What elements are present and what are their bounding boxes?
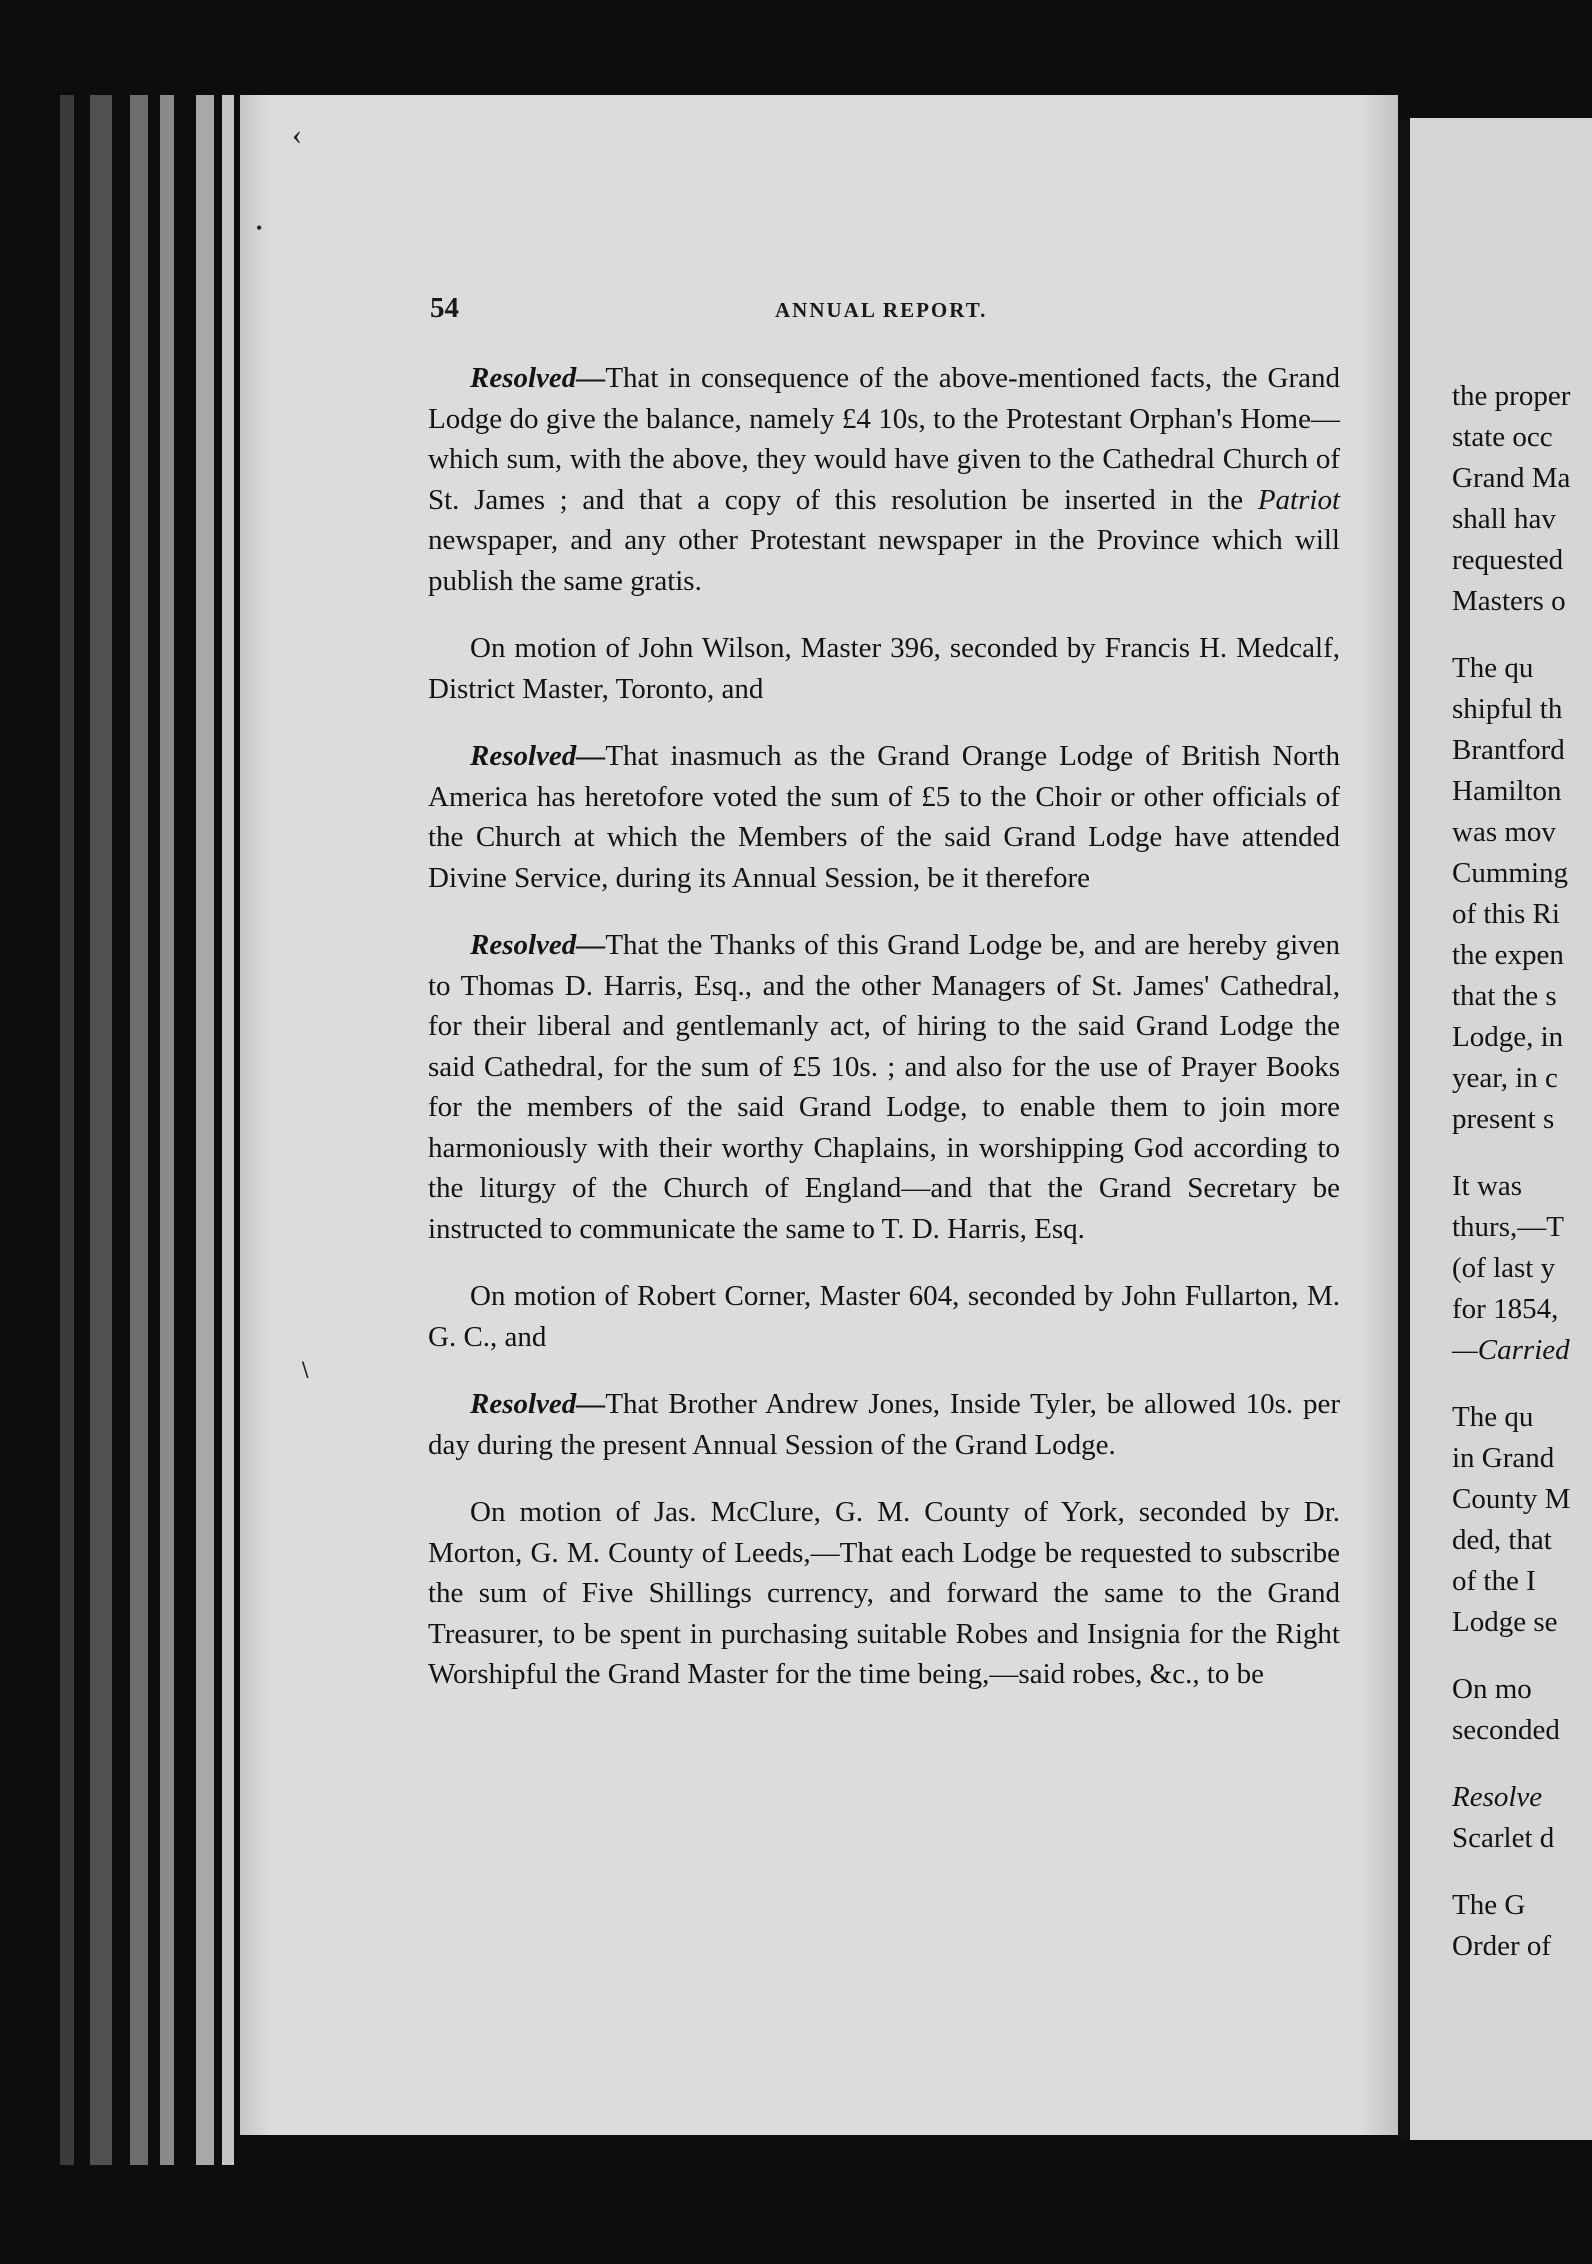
right-paragraph-fragment	[1452, 1397, 1592, 1643]
right-line: Brantford	[1452, 734, 1565, 766]
right-paragraph-fragment	[1452, 1777, 1592, 1859]
right-line: Cumming	[1452, 857, 1569, 889]
stray-mark: ‹	[292, 118, 302, 151]
right-line: shipful th	[1452, 693, 1563, 725]
right-line: the expen	[1452, 939, 1564, 971]
running-title: ANNUAL REPORT.	[775, 298, 988, 322]
book-edge	[160, 95, 174, 2165]
paragraph-text: On motion of Robert Corner, Master 604, seconded by John Fullarton, M. G. C., and	[428, 1280, 1340, 1353]
paragraph-label: Resolved—	[470, 740, 606, 772]
paragraph	[428, 628, 1340, 709]
right-line: thurs,—T	[1452, 1211, 1564, 1243]
right-paragraph-fragment	[1452, 376, 1592, 622]
right-paragraph-fragment	[1452, 1885, 1592, 1967]
right-page-text	[1452, 376, 1592, 1993]
right-line: of this Ri	[1452, 898, 1560, 930]
right-paragraph-fragment	[1452, 1669, 1592, 1751]
right-line: Lodge, in	[1452, 1021, 1564, 1053]
right-paragraph-fragment	[1452, 1166, 1592, 1371]
paragraph	[428, 1384, 1340, 1465]
right-line: The qu	[1452, 652, 1534, 684]
paragraph	[428, 736, 1340, 898]
book-edge	[130, 95, 148, 2165]
right-line: state occ	[1452, 421, 1553, 453]
right-line: year, in c	[1452, 1062, 1558, 1094]
right-paragraph-fragment	[1452, 648, 1592, 1140]
paragraph-text: That in consequence of the above-mentioned facts, the Grand Lodge do give the balance, namely £4 10s, to the Protestant Orphan's Home—which sum, with the above, they would have given to the Cathedral Church of St. James ; and that a copy of this resolution be inserted in the	[428, 362, 1340, 516]
page-number: 54	[430, 292, 459, 324]
paragraph-label: Resolved—	[470, 362, 606, 394]
paragraph	[428, 1492, 1340, 1695]
right-line: Hamilton	[1452, 775, 1562, 807]
right-line: Order of	[1452, 1930, 1552, 1962]
paragraph-text: On motion of John Wilson, Master 396, seconded by Francis H. Medcalf, District Master, Toronto, and	[428, 632, 1340, 705]
book-gutter	[1398, 120, 1410, 2140]
paragraph-label: Resolved—	[470, 1388, 606, 1420]
right-line: County M	[1452, 1483, 1571, 1515]
right-line: The qu	[1452, 1401, 1534, 1433]
paragraph-text: On motion of Jas. McClure, G. M. County of York, seconded by Dr. Morton, G. M. County of Leeds,—That each Lodge be requested to subscribe the sum of Five Shillings currency, and forward the same to the Grand Treasurer, to be spent in purchasing suitable Robes and Insignia for the Right Worshipful the Grand Master for the time being,—said robes, &c., to be	[428, 1496, 1340, 1690]
right-line: On mo	[1452, 1673, 1532, 1705]
book-edge	[90, 95, 112, 2165]
book-edge	[196, 95, 214, 2165]
right-line: The G	[1452, 1889, 1526, 1921]
main-text	[428, 358, 1340, 1722]
right-line: for 1854,	[1452, 1293, 1559, 1325]
paragraph-text: That inasmuch as the Grand Orange Lodge of British North America has heretofore voted the sum of £5 to the Choir or other officials of the Church at which the Members of the said Grand Lodge have attended Divine Service, during its Annual Session, be it therefore	[428, 740, 1340, 894]
right-line: Lodge se	[1452, 1606, 1558, 1638]
paragraph-text: That Brother Andrew Jones, Inside Tyler, be allowed 10s. per day during the present Annual Session of the Grand Lodge.	[428, 1388, 1340, 1461]
right-line: the proper	[1452, 380, 1571, 412]
right-line: ded, that	[1452, 1524, 1552, 1556]
right-line: present s	[1452, 1103, 1555, 1135]
right-line: that the s	[1452, 980, 1557, 1012]
paragraph-text-after: newspaper, and any other Protestant newspaper in the Province which will publish the same gratis.	[428, 524, 1340, 597]
paragraph-italic: Patriot	[1257, 483, 1340, 516]
right-line: (of last y	[1452, 1252, 1556, 1284]
paragraph-label: Resolved—	[470, 929, 606, 961]
right-line: Masters o	[1452, 585, 1566, 617]
right-line: Scarlet d	[1452, 1822, 1555, 1854]
right-line: in Grand	[1452, 1442, 1555, 1474]
stray-mark: ∖	[298, 1360, 311, 1382]
stray-mark: •	[256, 218, 263, 238]
right-line: shall hav	[1452, 503, 1556, 535]
right-line: Grand Ma	[1452, 462, 1571, 494]
paragraph	[428, 925, 1340, 1249]
book-edge	[60, 95, 74, 2165]
right-line: —Carried	[1452, 1334, 1570, 1366]
page-header	[430, 292, 1340, 332]
right-line: was mov	[1452, 816, 1556, 848]
right-line: requested	[1452, 544, 1564, 576]
book-edge	[222, 95, 234, 2165]
right-line: It was	[1452, 1170, 1523, 1202]
right-line: Resolve	[1452, 1781, 1543, 1813]
right-line: seconded	[1452, 1714, 1560, 1746]
paragraph	[428, 358, 1340, 601]
paragraph	[428, 1276, 1340, 1357]
right-line: of the I	[1452, 1565, 1536, 1597]
paragraph-text: That the Thanks of this Grand Lodge be, and are hereby given to Thomas D. Harris, Esq., and the other Managers of St. James' Cathedral, for their liberal and gentlemanly act, of hiring to the said Grand Lodge the said Cathedral, for the sum of £5 10s. ; and also for the use of Prayer Books for the members of the said Grand Lodge, to enable them to join more harmoniously with their worthy Chaplains, in worshipping God according to the liturgy of the Church of England—and that the Grand Secretary be instructed to communicate the same to T. D. Harris, Esq.	[428, 929, 1340, 1245]
